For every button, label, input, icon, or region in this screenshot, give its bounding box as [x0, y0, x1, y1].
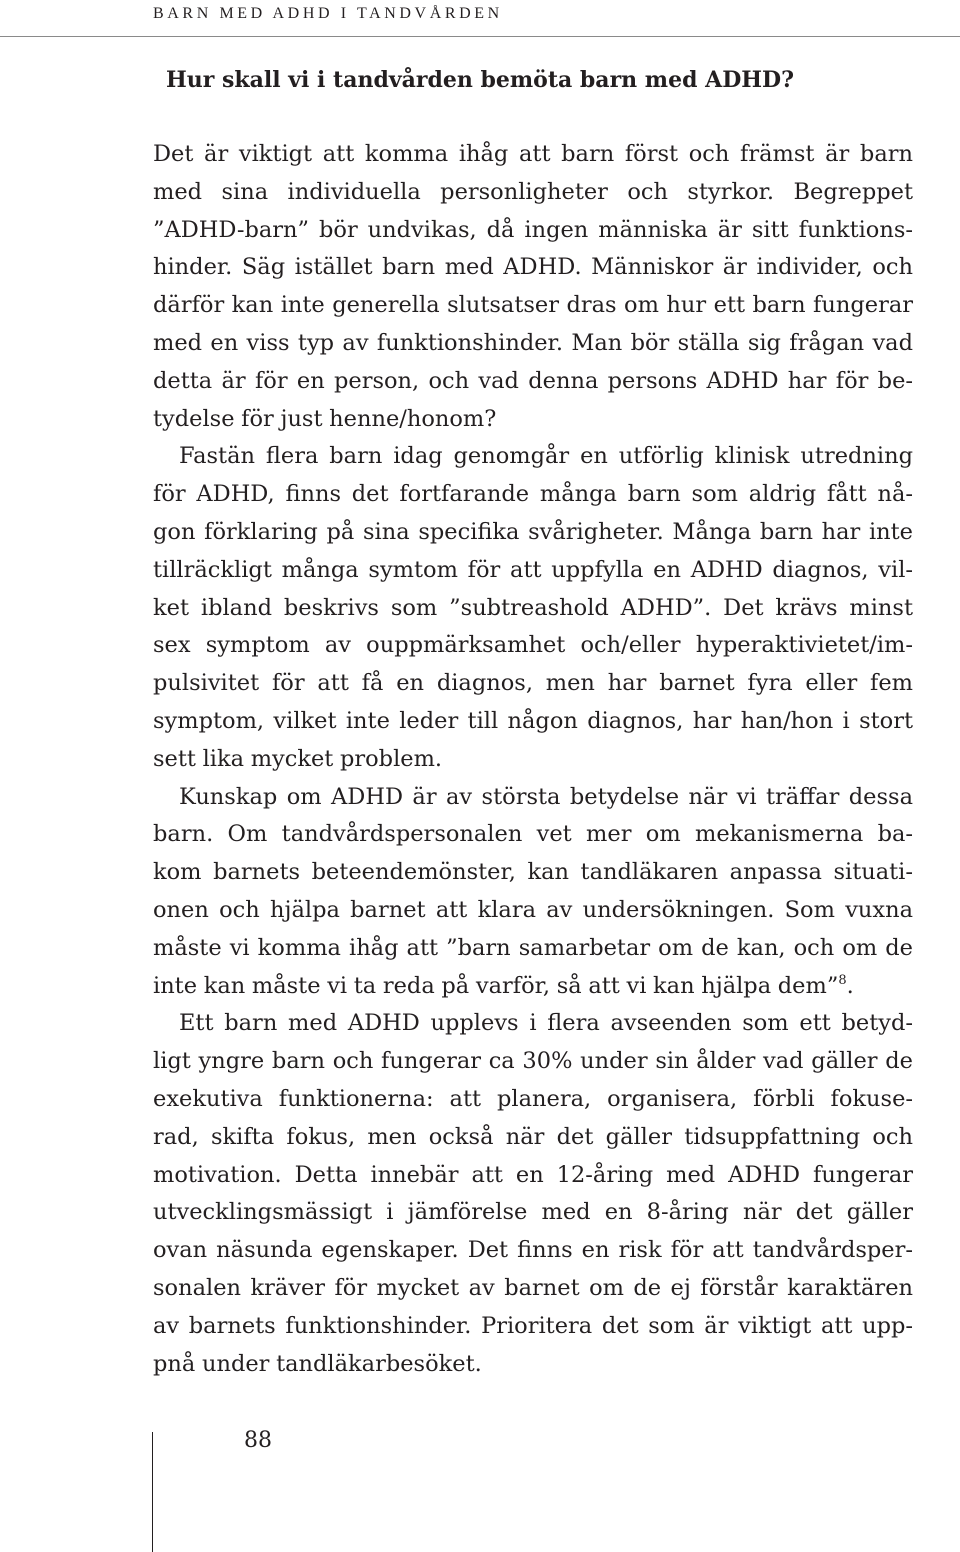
text-line: hinder. Säg istället barn med ADHD. Människor är individer, och: [153, 254, 913, 281]
page-number: 88: [244, 1428, 272, 1453]
running-header: BARN MED ADHD I TANDVÅRDEN: [153, 5, 503, 22]
text-line-with-footnote: [153, 968, 913, 1006]
text-line: tillräckligt många symtom för att uppfylla en ADHD diagnos, vil-: [153, 556, 913, 583]
text-line: pnå under tandläkarbesöket.: [153, 1350, 482, 1377]
text-line: pulsivitet för att få en diagnos, men har barnet fyra eller fem: [153, 670, 913, 697]
text-line: onen och hjälpa barnet att klara av undersökningen. Som vuxna: [153, 896, 913, 923]
text-line: sett lika mycket problem.: [153, 745, 443, 772]
text-line: ovan näsunda egenskaper. Det finns en risk för att tandvårdsper-: [153, 1237, 913, 1264]
text-line: tydelse för just henne/honom?: [153, 405, 497, 432]
text-line: symptom, vilket inte leder till någon diagnos, har han/hon i stort: [153, 707, 913, 734]
footnote-trailing-punctuation: .: [846, 972, 854, 999]
text-line: utvecklingsmässigt i jämförelse med en 8-åring när det gäller: [153, 1199, 913, 1226]
text-line: exekutiva funktionerna: att planera, organisera, förbli fokuse-: [153, 1085, 913, 1112]
text-line-content: inte kan måste vi ta reda på varför, så att vi kan hjälpa dem”: [153, 972, 839, 999]
article-title: Hur skall vi i tandvården bemöta barn med ADHD?: [165, 67, 795, 93]
text-line: ligt yngre barn och fungerar ca 30% under sin ålder vad gäller de: [153, 1048, 913, 1075]
text-line: av barnets funktionshinder. Prioritera det som är viktigt att upp-: [153, 1312, 913, 1339]
footnote-reference: 8: [838, 972, 847, 988]
text-line: med en viss typ av funktionshinder. Man bör ställa sig frågan vad: [153, 329, 913, 356]
text-line: Ett barn med ADHD upplevs i flera avseenden som ett betyd-: [179, 1010, 913, 1037]
body-text: [153, 136, 913, 1383]
text-line: motivation. Detta innebär att en 12-åring med ADHD fungerar: [153, 1161, 913, 1188]
text-line: detta är för en person, och vad denna persons ADHD har för be-: [153, 367, 913, 394]
text-line: Kunskap om ADHD är av största betydelse när vi träffar dessa: [179, 783, 913, 810]
text-line: Fastän flera barn idag genomgår en utförlig klinisk utredning: [179, 443, 913, 470]
header-rule: [0, 36, 960, 37]
text-line: Det är viktigt att komma ihåg att barn först och främst är barn: [153, 141, 913, 167]
text-line: kom barnets beteendemönster, kan tandläkaren anpassa situati-: [153, 859, 913, 886]
text-line: gon förklaring på sina specifika svårigheter. Många barn har inte: [153, 518, 913, 545]
text-line: med sina individuella personligheter och styrkor. Begreppet: [153, 178, 913, 205]
text-line: ”ADHD-barn” bör undvikas, då ingen människa är sitt funktions-: [153, 216, 913, 243]
text-line: ket ibland beskrivs som ”subtreashold ADHD”. Det krävs minst: [153, 594, 913, 621]
text-line: måste vi komma ihåg att ”barn samarbetar om de kan, och om de: [153, 934, 913, 961]
text-line: för ADHD, finns det fortfarande många barn som aldrig fått nå-: [153, 481, 913, 508]
text-line: sonalen kräver för mycket av barnet om de ej förstår karaktären: [153, 1274, 913, 1301]
footer-rule: [152, 1432, 153, 1552]
text-line: därför kan inte generella slutsatser dras om hur ett barn fungerar: [153, 292, 913, 319]
text-line: sex symptom av ouppmärksamhet och/eller hyperaktivietet/im-: [153, 632, 913, 659]
text-line: barn. Om tandvårdspersonalen vet mer om mekanismerna ba-: [153, 821, 913, 848]
text-line: rad, skifta fokus, men också när det gäller tidsuppfattning och: [153, 1123, 913, 1150]
